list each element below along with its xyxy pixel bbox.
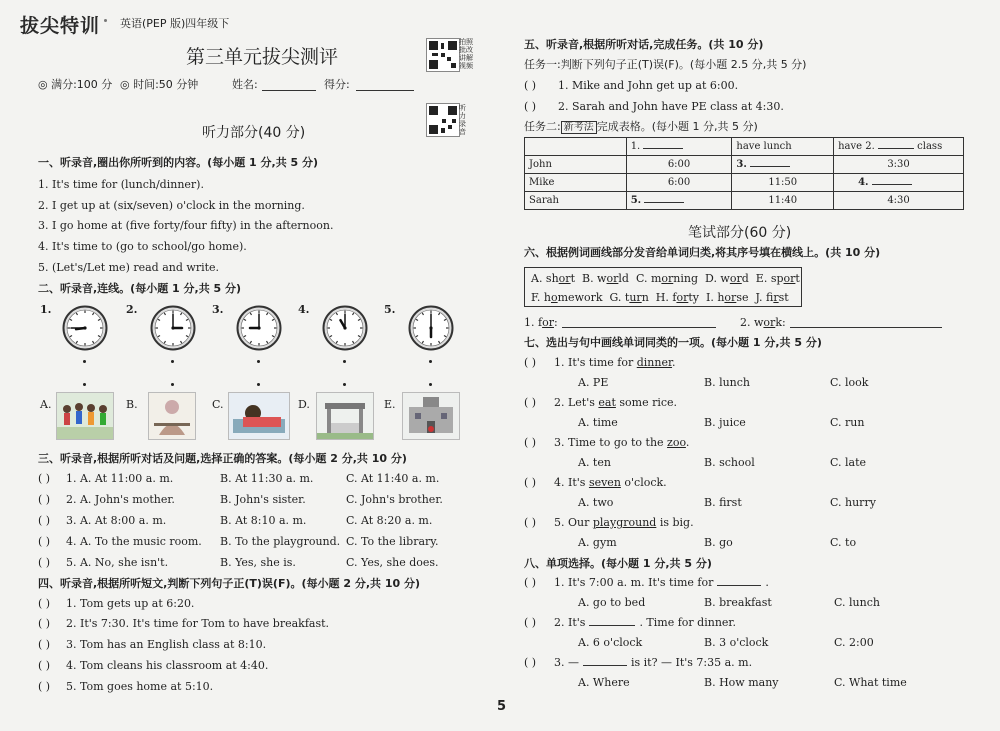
option-b[interactable]: B. school (704, 456, 755, 469)
s6-q1-blank[interactable] (562, 327, 716, 328)
s1-item-1[interactable]: 1. It's time for (lunch/dinner). (38, 178, 204, 191)
answer-paren[interactable]: ( ) (38, 535, 51, 548)
clock-center (257, 326, 260, 329)
header-subtitle: 英语(PEP 版)四年级下 (120, 17, 230, 30)
option-a[interactable]: 1. A. At 11:00 a. m. (66, 472, 174, 485)
sleeping-picture (228, 392, 290, 440)
option-c[interactable]: C. late (830, 456, 867, 469)
s1-item-2[interactable]: 2. I get up at (six/seven) o'clock in the morning. (38, 199, 305, 212)
answer-paren[interactable]: ( ) (38, 556, 51, 569)
clock-center (429, 326, 432, 329)
tf-paren[interactable]: ( ) (38, 617, 51, 630)
tf-paren[interactable]: ( ) (38, 638, 51, 651)
choice-paren[interactable]: ( ) (524, 396, 537, 409)
choice-paren[interactable]: ( ) (524, 356, 537, 369)
option-b[interactable]: B. go (704, 536, 733, 549)
task-2-title: 任务二: 新考法 完成表格。(每小题 1 分,共 5 分) (524, 120, 758, 133)
match-dot[interactable] (343, 360, 346, 363)
pic-letter-a: A. (40, 398, 52, 411)
new-method-tag: 新考法 (561, 121, 597, 134)
clock-2-icon (150, 305, 196, 351)
question-text: 1. It's time for dinner. (554, 356, 676, 369)
option-b[interactable]: B. Yes, she is. (220, 556, 296, 569)
section-7-title: 七、选出与句中画线单词同类的一项。(每小题 1 分,共 5 分) (524, 336, 822, 349)
question-text: 3. Time to go to the zoo. (554, 436, 690, 449)
option-b[interactable]: B. To the playground. (220, 535, 341, 548)
pic-letter-e: E. (384, 398, 396, 411)
tf-item: 4. Tom cleans his classroom at 4:40. (66, 659, 269, 672)
s6-q1: 1. for: (524, 316, 558, 329)
school-gate-picture (316, 392, 374, 440)
word-item: I. horse (705, 291, 749, 304)
word-bank-row-2 (531, 291, 796, 304)
cell-4[interactable]: 4. (834, 174, 964, 192)
option-a[interactable]: A. ten (578, 456, 611, 469)
kids-playing-picture (56, 392, 114, 440)
option-c[interactable]: C. What time (834, 676, 907, 689)
page-number: 5 (497, 699, 507, 714)
option-c[interactable]: C. 2:00 (834, 636, 874, 649)
s1-item-4[interactable]: 4. It's time to (go to school/go home). (38, 240, 247, 253)
cell-5[interactable]: 5. (626, 192, 732, 210)
clock-num-3: 3. (212, 303, 224, 316)
answer-paren[interactable]: ( ) (38, 493, 51, 506)
word-item: F. homework (531, 291, 603, 304)
t1-item-1: 1. Mike and John get up at 6:00. (558, 79, 739, 92)
question-text: 5. Our playground is big. (554, 516, 694, 529)
question-text: 2. Let's eat some rice. (554, 396, 678, 409)
match-dot[interactable] (429, 383, 432, 386)
option-a[interactable]: 4. A. To the music room. (66, 535, 202, 548)
answer-blank[interactable] (589, 625, 635, 626)
tf-paren[interactable]: ( ) (38, 659, 51, 672)
match-dot[interactable] (171, 360, 174, 363)
tf-item: 1. Tom gets up at 6:20. (66, 597, 195, 610)
section-8-title: 八、单项选择。(每小题 1 分,共 5 分) (524, 557, 712, 570)
th-lunch: have lunch (732, 138, 834, 156)
cell: 4:30 (834, 192, 964, 210)
question-text: 3. — is it? — It's 7:35 a. m. (554, 656, 753, 669)
choice-paren[interactable]: ( ) (524, 476, 537, 489)
match-dot[interactable] (257, 360, 260, 363)
qr-label-grading: 拍照批改 讲解视频 (459, 38, 473, 70)
choice-paren[interactable]: ( ) (524, 576, 537, 589)
score-blank[interactable] (356, 90, 414, 91)
word-bank-row-1 (531, 272, 807, 285)
writing-heading: 笔试部分(60 分) (688, 225, 792, 241)
option-c[interactable]: C. to (830, 536, 857, 549)
option-c[interactable]: C. To the library. (346, 535, 439, 548)
word-item: C. morning (635, 272, 699, 285)
section-6-title: 六、根据例词画线部分发音给单词归类,将其序号填在横线上。(共 10 分) (524, 246, 881, 259)
building-picture (402, 392, 460, 440)
s1-item-3[interactable]: 3. I go home at (five forty/four fifty) in the afternoon. (38, 219, 334, 232)
option-a[interactable]: A. gym (578, 536, 617, 549)
name-blank[interactable] (262, 90, 316, 91)
header-dot (104, 19, 107, 22)
schedule-table (524, 137, 964, 210)
answer-paren[interactable]: ( ) (38, 514, 51, 527)
option-c[interactable]: C. run (830, 416, 865, 429)
option-c[interactable]: C. At 11:40 a. m. (346, 472, 440, 485)
option-c[interactable]: C. lunch (834, 596, 880, 609)
t1-item-2: 2. Sarah and John have PE class at 4:30. (558, 100, 784, 113)
tf-paren[interactable]: ( ) (38, 680, 51, 693)
full-score: ◎ 满分:100 分 (38, 78, 113, 91)
match-dot[interactable] (171, 383, 174, 386)
time-limit: ◎ 时间:50 分钟 (120, 78, 199, 91)
option-b[interactable]: B. At 11:30 a. m. (220, 472, 314, 485)
option-a[interactable]: A. two (578, 496, 614, 509)
qr-label-audio: 听力录音 (459, 104, 466, 136)
question-text: 1. It's 7:00 a. m. It's time for . (554, 576, 769, 589)
choice-paren[interactable]: ( ) (524, 616, 537, 629)
tf-item: 3. Tom has an English class at 8:10. (66, 638, 267, 651)
option-c[interactable]: C. Yes, she does. (346, 556, 439, 569)
row-name: Sarah (525, 192, 627, 210)
section-3-title: 三、听录音,根据所听对话及问题,选择正确的答案。(每小题 2 分,共 10 分) (38, 452, 407, 465)
clock-3-icon (236, 305, 282, 351)
pic-letter-c: C. (212, 398, 224, 411)
option-a[interactable]: A. 6 o'clock (578, 636, 643, 649)
option-c[interactable]: C. At 8:20 a. m. (346, 514, 433, 527)
t1-paren-1[interactable]: ( ) (524, 79, 537, 92)
word-item: A. short (531, 272, 575, 285)
word-item: H. forty (655, 291, 699, 304)
qr-code-icon (426, 38, 460, 72)
clock-num-4: 4. (298, 303, 310, 316)
choice-paren[interactable]: ( ) (524, 436, 537, 449)
option-a[interactable]: 5. A. No, she isn't. (66, 556, 169, 569)
option-b[interactable]: B. At 8:10 a. m. (220, 514, 307, 527)
listening-heading: 听力部分(40 分) (202, 125, 306, 141)
clock-5-icon (408, 305, 454, 351)
question-text: 4. It's seven o'clock. (554, 476, 667, 489)
word-item: D. word (705, 272, 749, 285)
s6-q2: 2. work: (740, 316, 786, 329)
option-c[interactable]: C. look (830, 376, 869, 389)
s1-item-5[interactable]: 5. (Let's/Let me) read and write. (38, 261, 220, 274)
choice-paren[interactable]: ( ) (524, 516, 537, 529)
pic-letter-d: D. (298, 398, 310, 411)
match-dot[interactable] (429, 360, 432, 363)
row-name: John (525, 156, 627, 174)
option-b[interactable]: B. breakfast (704, 596, 772, 609)
qr-code-audio-icon (426, 103, 460, 137)
option-b[interactable]: B. John's sister. (220, 493, 306, 506)
brand-logo: 拔尖特训 (20, 15, 101, 37)
th-1[interactable]: 1. (626, 138, 732, 156)
word-item: E. sport (755, 272, 800, 285)
section-4-title: 四、听录音,根据所听短文,判断下列句子正(T)误(F)。(每小题 2 分,共 10 分) (38, 577, 420, 590)
match-dot[interactable] (83, 383, 86, 386)
th-class[interactable]: have 2. class (834, 138, 964, 156)
clock-4-icon (322, 305, 368, 351)
answer-blank[interactable] (717, 585, 761, 586)
score-label: 得分: (324, 78, 350, 91)
cell: 6:00 (626, 156, 732, 174)
match-dot[interactable] (343, 383, 346, 386)
option-b[interactable]: B. lunch (704, 376, 751, 389)
question-text: 2. It's . Time for dinner. (554, 616, 736, 629)
option-c[interactable]: C. hurry (830, 496, 876, 509)
cell: 11:40 (732, 192, 834, 210)
tf-paren[interactable]: ( ) (38, 597, 51, 610)
page-title: 第三单元拔尖测评 (186, 46, 339, 68)
section-5-title: 五、听录音,根据所听对话,完成任务。(共 10 分) (524, 38, 764, 51)
tf-item: 2. It's 7:30. It's time for Tom to have breakfast. (66, 617, 330, 630)
row-name: Mike (525, 174, 627, 192)
option-a[interactable]: A. go to bed (578, 596, 646, 609)
match-dot[interactable] (83, 360, 86, 363)
answer-blank[interactable] (583, 665, 627, 666)
word-item: B. world (581, 272, 629, 285)
option-c[interactable]: C. John's brother. (346, 493, 443, 506)
name-label: 姓名: (232, 78, 258, 91)
cell: 11:50 (732, 174, 834, 192)
option-b[interactable]: B. 3 o'clock (704, 636, 769, 649)
teacher-picture (148, 392, 196, 440)
cell-3[interactable]: 3. (732, 156, 834, 174)
task-1-title: 任务一:判断下列句子正(T)误(F)。(每小题 2.5 分,共 5 分) (524, 58, 807, 71)
clock-num-5: 5. (384, 303, 396, 316)
option-b[interactable]: B. How many (704, 676, 779, 689)
cell: 6:00 (626, 174, 732, 192)
clock-num-1: 1. (40, 303, 52, 316)
option-a[interactable]: 2. A. John's mother. (66, 493, 175, 506)
s6-q2-blank[interactable] (790, 327, 942, 328)
option-b[interactable]: B. juice (704, 416, 746, 429)
clock-center (171, 326, 174, 329)
answer-paren[interactable]: ( ) (38, 472, 51, 485)
clock-1-icon (62, 305, 108, 351)
section-2-title: 二、听录音,连线。(每小题 1 分,共 5 分) (38, 282, 242, 295)
t1-paren-2[interactable]: ( ) (524, 100, 537, 113)
word-item: G. turn (609, 291, 649, 304)
pic-letter-b: B. (126, 398, 138, 411)
option-a[interactable]: 3. A. At 8:00 a. m. (66, 514, 167, 527)
choice-paren[interactable]: ( ) (524, 656, 537, 669)
section-1-title: 一、听录音,圈出你所听到的内容。(每小题 1 分,共 5 分) (38, 156, 319, 169)
option-a[interactable]: A. Where (578, 676, 630, 689)
word-item: J. first (755, 291, 789, 304)
tf-item: 5. Tom goes home at 5:10. (66, 680, 214, 693)
option-b[interactable]: B. first (704, 496, 742, 509)
option-a[interactable]: A. time (578, 416, 618, 429)
match-dot[interactable] (257, 383, 260, 386)
cell: 3:30 (834, 156, 964, 174)
clock-center (83, 326, 86, 329)
clock-num-2: 2. (126, 303, 138, 316)
clock-center (343, 326, 346, 329)
option-a[interactable]: A. PE (578, 376, 609, 389)
